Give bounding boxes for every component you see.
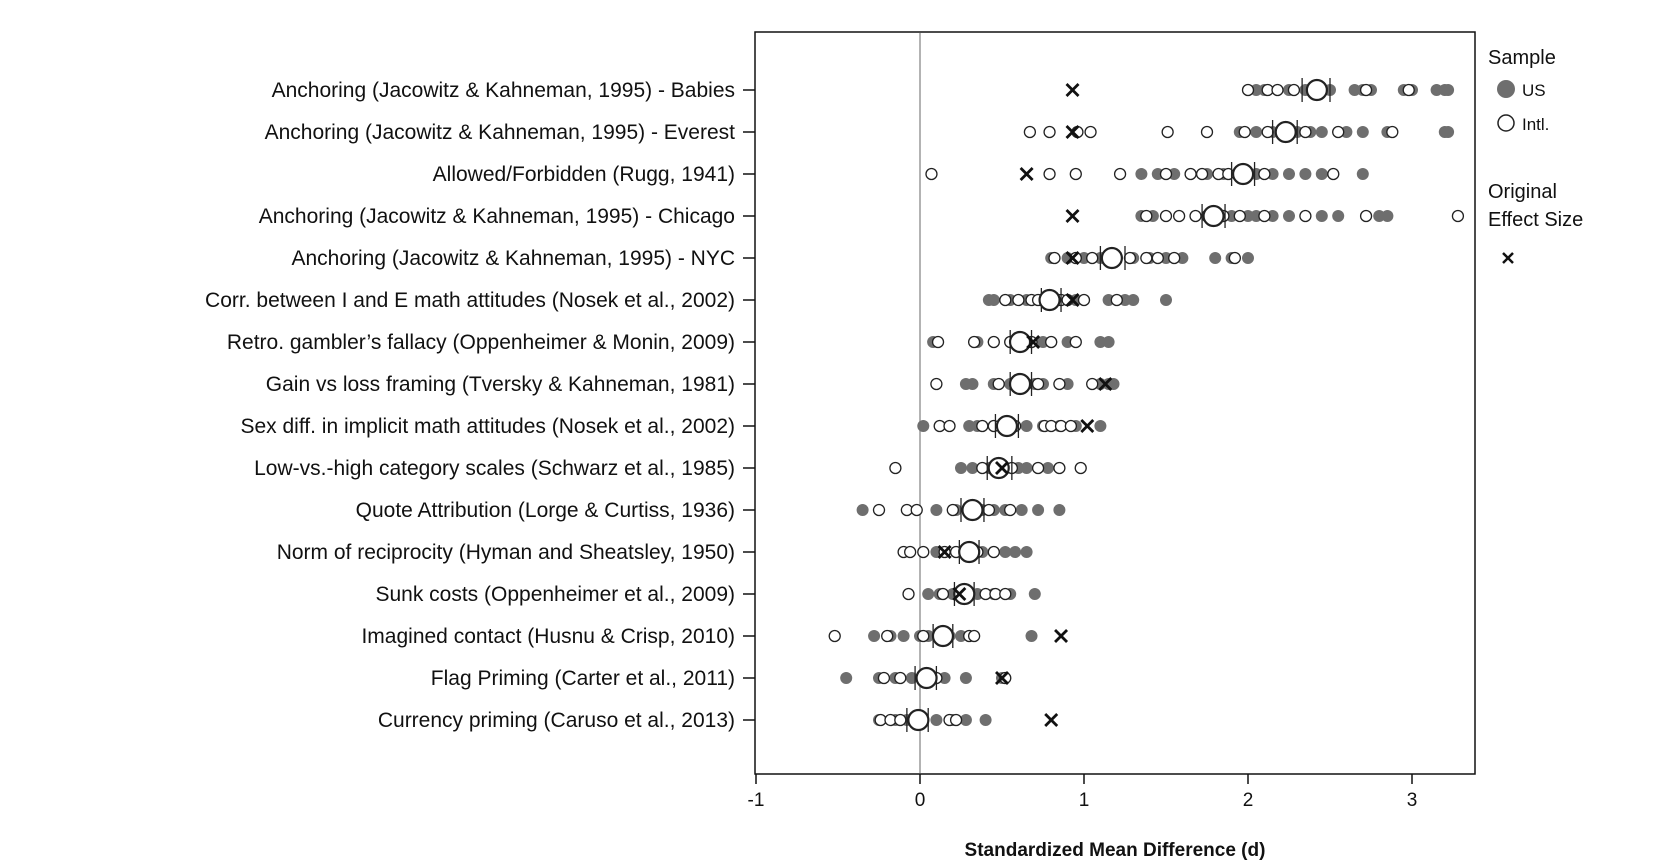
us-sample-point bbox=[1021, 462, 1033, 474]
y-tick-label: Imagined contact (Husnu & Crisp, 2010) bbox=[361, 625, 735, 648]
x-tick-label: -1 bbox=[747, 790, 765, 811]
intl-sample-point bbox=[1085, 127, 1096, 138]
mean-effect-marker bbox=[1276, 122, 1296, 142]
intl-sample-point bbox=[1361, 85, 1372, 96]
y-tick-label: Anchoring (Jacowitz & Kahneman, 1995) - Everest bbox=[264, 121, 735, 144]
us-sample-point bbox=[1316, 126, 1328, 138]
effect-row bbox=[903, 582, 1041, 606]
us-sample-point bbox=[930, 714, 942, 726]
us-sample-point bbox=[1357, 126, 1369, 138]
intl-sample-point bbox=[903, 589, 914, 600]
intl-sample-point bbox=[1141, 253, 1152, 264]
intl-sample-point bbox=[1243, 85, 1254, 96]
effect-row bbox=[857, 498, 1066, 522]
intl-sample-point bbox=[1300, 211, 1311, 222]
intl-sample-point bbox=[1229, 253, 1240, 264]
intl-sample-point bbox=[1161, 169, 1172, 180]
y-tick-label: Quote Attribution (Lorge & Curtiss, 1936) bbox=[355, 499, 735, 522]
effect-row bbox=[927, 330, 1114, 354]
us-sample-point bbox=[898, 630, 910, 642]
us-sample-point bbox=[868, 630, 880, 642]
intl-sample-point bbox=[1079, 295, 1090, 306]
intl-sample-point bbox=[1174, 211, 1185, 222]
intl-sample-point bbox=[969, 337, 980, 348]
y-tick-label: Corr. between I and E math attitudes (Nosek et al., 2002) bbox=[205, 289, 735, 312]
intl-sample-point bbox=[1333, 127, 1344, 138]
intl-sample-point bbox=[988, 337, 999, 348]
legend-original-marker bbox=[1503, 253, 1513, 263]
x-axis bbox=[748, 774, 1418, 811]
intl-sample-point bbox=[878, 673, 889, 684]
intl-sample-point bbox=[1115, 169, 1126, 180]
us-sample-point bbox=[917, 420, 929, 432]
y-axis bbox=[205, 79, 755, 732]
mean-effect-marker bbox=[959, 542, 979, 562]
intl-sample-point bbox=[1328, 169, 1339, 180]
effect-row bbox=[1045, 246, 1254, 270]
us-sample-point bbox=[1316, 210, 1328, 222]
intl-sample-point bbox=[1087, 253, 1098, 264]
us-sample-point bbox=[1009, 546, 1021, 558]
x-tick-label: 1 bbox=[1078, 790, 1090, 811]
intl-sample-point bbox=[1005, 505, 1016, 516]
mean-effect-marker bbox=[989, 458, 1009, 478]
intl-sample-point bbox=[1054, 463, 1065, 474]
us-sample-point bbox=[930, 504, 942, 516]
us-sample-point bbox=[1032, 504, 1044, 516]
y-tick-label: Low-vs.-high category scales (Schwarz et al., 1985) bbox=[254, 457, 735, 480]
intl-sample-point bbox=[1288, 85, 1299, 96]
intl-sample-point bbox=[1197, 169, 1208, 180]
effect-row bbox=[931, 372, 1120, 396]
intl-sample-point bbox=[882, 631, 893, 642]
mean-effect-marker bbox=[1102, 248, 1122, 268]
us-sample-point bbox=[1250, 126, 1262, 138]
intl-sample-point bbox=[1300, 127, 1311, 138]
intl-sample-point bbox=[1202, 127, 1213, 138]
us-sample-point bbox=[955, 462, 967, 474]
intl-sample-point bbox=[1044, 169, 1055, 180]
y-tick-label: Anchoring (Jacowitz & Kahneman, 1995) - Chicago bbox=[258, 205, 735, 228]
original-effect-marker bbox=[1067, 210, 1079, 222]
intl-sample-point bbox=[1033, 379, 1044, 390]
us-sample-point bbox=[1316, 168, 1328, 180]
original-effect-marker bbox=[1081, 420, 1093, 432]
us-sample-point bbox=[1103, 336, 1115, 348]
us-sample-point bbox=[1299, 168, 1311, 180]
effect-row bbox=[873, 708, 1057, 732]
intl-sample-point bbox=[1070, 169, 1081, 180]
us-sample-point bbox=[1442, 126, 1454, 138]
us-sample-point bbox=[1029, 588, 1041, 600]
intl-sample-point bbox=[1044, 127, 1055, 138]
intl-sample-point bbox=[951, 715, 962, 726]
intl-sample-point bbox=[1272, 85, 1283, 96]
intl-sample-point bbox=[1000, 295, 1011, 306]
y-tick-label: Currency priming (Caruso et al., 2013) bbox=[377, 709, 735, 732]
us-sample-point bbox=[1021, 546, 1033, 558]
intl-sample-point bbox=[1065, 421, 1076, 432]
effect-row bbox=[917, 414, 1106, 438]
mean-effect-marker bbox=[1307, 80, 1327, 100]
legend bbox=[1488, 47, 1583, 263]
effect-row bbox=[898, 540, 1033, 564]
y-tick-label: Allowed/Forbidden (Rugg, 1941) bbox=[432, 163, 735, 186]
mean-effect-marker bbox=[1204, 206, 1224, 226]
y-tick-label: Flag Priming (Carter et al., 2011) bbox=[430, 667, 735, 690]
intl-sample-point bbox=[1111, 295, 1122, 306]
intl-sample-point bbox=[890, 463, 901, 474]
intl-sample-point bbox=[1262, 127, 1273, 138]
mean-effect-marker bbox=[954, 584, 974, 604]
intl-sample-point bbox=[1075, 463, 1086, 474]
mean-effect-marker bbox=[1040, 290, 1060, 310]
intl-sample-point bbox=[918, 631, 929, 642]
intl-sample-point bbox=[1452, 211, 1463, 222]
intl-sample-point bbox=[1033, 463, 1044, 474]
data-marks bbox=[829, 78, 1463, 732]
y-tick-label: Anchoring (Jacowitz & Kahneman, 1995) - NYC bbox=[291, 247, 735, 270]
y-tick-label: Retro. gambler’s fallacy (Oppenheimer & Monin, 2009) bbox=[226, 331, 735, 354]
intl-sample-point bbox=[1361, 211, 1372, 222]
intl-sample-point bbox=[993, 379, 1004, 390]
us-sample-point bbox=[1053, 504, 1065, 516]
intl-sample-point bbox=[1185, 169, 1196, 180]
effect-row bbox=[840, 666, 1011, 690]
us-sample-point bbox=[1209, 252, 1221, 264]
intl-sample-point bbox=[1239, 127, 1250, 138]
effect-row bbox=[829, 624, 1067, 648]
effect-row bbox=[1067, 78, 1455, 102]
us-sample-point bbox=[1442, 84, 1454, 96]
legend-intl-label: Intl. bbox=[1522, 115, 1550, 134]
intl-sample-point bbox=[1387, 127, 1398, 138]
intl-sample-point bbox=[1234, 211, 1245, 222]
intl-sample-point bbox=[983, 505, 994, 516]
original-effect-marker bbox=[1021, 168, 1033, 180]
us-sample-point bbox=[1026, 630, 1038, 642]
effect-row bbox=[1067, 204, 1464, 228]
intl-sample-point bbox=[1259, 211, 1270, 222]
intl-sample-point bbox=[1046, 337, 1057, 348]
us-sample-point bbox=[966, 378, 978, 390]
us-sample-point bbox=[1381, 210, 1393, 222]
intl-sample-point bbox=[911, 505, 922, 516]
us-sample-point bbox=[1242, 252, 1254, 264]
intl-sample-point bbox=[1403, 85, 1414, 96]
intl-sample-point bbox=[977, 463, 988, 474]
us-sample-point bbox=[1357, 168, 1369, 180]
legend-intl-marker bbox=[1498, 115, 1514, 131]
mean-effect-marker bbox=[962, 500, 982, 520]
intl-sample-point bbox=[1162, 127, 1173, 138]
intl-sample-point bbox=[874, 505, 885, 516]
intl-sample-point bbox=[895, 673, 906, 684]
us-sample-point bbox=[1160, 294, 1172, 306]
us-sample-point bbox=[980, 714, 992, 726]
intl-sample-point bbox=[969, 631, 980, 642]
plot-frame bbox=[755, 32, 1475, 774]
us-sample-point bbox=[988, 294, 1000, 306]
intl-sample-point bbox=[918, 547, 929, 558]
y-tick-label: Sunk costs (Oppenheimer et al., 2009) bbox=[375, 583, 735, 606]
intl-sample-point bbox=[1070, 337, 1081, 348]
us-sample-point bbox=[1135, 168, 1147, 180]
y-tick-label: Sex diff. in implicit math attitudes (Nosek et al., 2002) bbox=[240, 415, 735, 438]
us-sample-point bbox=[1021, 420, 1033, 432]
us-sample-point bbox=[857, 504, 869, 516]
mean-effect-marker bbox=[997, 416, 1017, 436]
intl-sample-point bbox=[1141, 211, 1152, 222]
intl-sample-point bbox=[988, 547, 999, 558]
y-tick-label: Anchoring (Jacowitz & Kahneman, 1995) - Babies bbox=[271, 79, 735, 102]
x-tick-label: 2 bbox=[1242, 790, 1254, 811]
us-sample-point bbox=[1127, 294, 1139, 306]
intl-sample-point bbox=[977, 421, 988, 432]
intl-sample-point bbox=[947, 505, 958, 516]
mean-effect-marker bbox=[933, 626, 953, 646]
intl-sample-point bbox=[905, 547, 916, 558]
x-tick-label: 3 bbox=[1406, 790, 1418, 811]
intl-sample-point bbox=[1169, 253, 1180, 264]
y-tick-label: Norm of reciprocity (Hyman and Sheatsley, 1950) bbox=[276, 541, 735, 564]
x-tick-label: 0 bbox=[914, 790, 926, 811]
y-tick-label: Gain vs loss framing (Tversky & Kahneman, 1981) bbox=[265, 373, 735, 396]
intl-sample-point bbox=[1013, 295, 1024, 306]
intl-sample-point bbox=[1152, 253, 1163, 264]
original-effect-marker bbox=[1055, 630, 1067, 642]
us-sample-point bbox=[1094, 420, 1106, 432]
us-sample-point bbox=[922, 588, 934, 600]
intl-sample-point bbox=[1049, 253, 1060, 264]
x-axis-label: Standardized Mean Difference (d) bbox=[964, 840, 1266, 861]
mean-effect-marker bbox=[917, 668, 937, 688]
mean-effect-marker bbox=[1233, 164, 1253, 184]
us-sample-point bbox=[960, 672, 972, 684]
mean-effect-marker bbox=[1010, 374, 1030, 394]
effect-row bbox=[1024, 120, 1454, 144]
effect-row bbox=[983, 288, 1172, 312]
effect-row bbox=[926, 162, 1369, 186]
intl-sample-point bbox=[1087, 379, 1098, 390]
us-sample-point bbox=[1332, 210, 1344, 222]
intl-sample-point bbox=[1190, 211, 1201, 222]
intl-sample-point bbox=[895, 715, 906, 726]
intl-sample-point bbox=[1124, 253, 1135, 264]
legend-original-title-1: Original bbox=[1488, 181, 1557, 203]
us-sample-point bbox=[1283, 168, 1295, 180]
mean-effect-marker bbox=[908, 710, 928, 730]
intl-sample-point bbox=[937, 589, 948, 600]
intl-sample-point bbox=[1024, 127, 1035, 138]
us-sample-point bbox=[840, 672, 852, 684]
intl-sample-point bbox=[933, 337, 944, 348]
mean-effect-marker bbox=[1010, 332, 1030, 352]
intl-sample-point bbox=[829, 631, 840, 642]
us-sample-point bbox=[1016, 504, 1028, 516]
intl-sample-point bbox=[944, 421, 955, 432]
us-sample-point bbox=[1283, 210, 1295, 222]
intl-sample-point bbox=[926, 169, 937, 180]
intl-sample-point bbox=[931, 379, 942, 390]
original-effect-marker bbox=[1045, 714, 1057, 726]
intl-sample-point bbox=[1259, 169, 1270, 180]
legend-sample-title: Sample bbox=[1488, 47, 1556, 69]
intl-sample-point bbox=[1161, 211, 1172, 222]
intl-sample-point bbox=[1000, 589, 1011, 600]
intl-sample-point bbox=[1054, 379, 1065, 390]
legend-us-marker bbox=[1497, 80, 1515, 98]
original-effect-marker bbox=[1067, 84, 1079, 96]
legend-us-label: US bbox=[1522, 81, 1546, 100]
legend-original-title-2: Effect Size bbox=[1488, 209, 1584, 231]
